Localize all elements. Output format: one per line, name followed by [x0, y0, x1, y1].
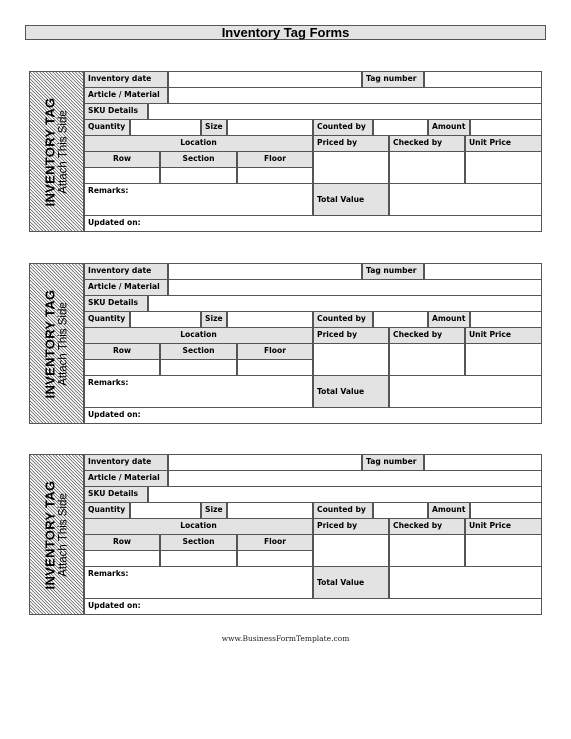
- amount-field[interactable]: [470, 502, 542, 519]
- priced-by-label: Priced by: [313, 518, 389, 535]
- sku-details-field[interactable]: [148, 295, 542, 312]
- remarks-field[interactable]: Remarks:: [84, 566, 313, 599]
- tag-form-grid: [84, 263, 542, 424]
- amount-label: Amount: [428, 311, 470, 328]
- unit-price-field[interactable]: [465, 534, 542, 567]
- side-title: INVENTORY TAG: [42, 289, 58, 399]
- location-header: Location: [84, 135, 313, 152]
- total-value-label: Total Value: [313, 183, 389, 216]
- article-material-label: Article / Material: [84, 279, 168, 296]
- sku-details-label: SKU Details: [84, 486, 148, 503]
- updated-on-field[interactable]: Updated on:: [84, 407, 542, 424]
- amount-label: Amount: [428, 119, 470, 136]
- row-field[interactable]: [84, 359, 160, 376]
- counted-by-label: Counted by: [313, 502, 373, 519]
- tag-number-field[interactable]: [424, 454, 542, 471]
- section-field[interactable]: [160, 550, 237, 567]
- attach-side-text: [44, 481, 71, 590]
- total-value-field[interactable]: [389, 375, 542, 408]
- sku-details-label: SKU Details: [84, 103, 148, 120]
- inventory-date-label: Inventory date: [84, 71, 168, 88]
- quantity-label: Quantity: [84, 311, 130, 328]
- section-field[interactable]: [160, 167, 237, 184]
- floor-field[interactable]: [237, 550, 313, 567]
- total-value-field[interactable]: [389, 566, 542, 599]
- amount-field[interactable]: [470, 311, 542, 328]
- amount-label: Amount: [428, 502, 470, 519]
- tag-number-field[interactable]: [424, 71, 542, 88]
- counted-by-label: Counted by: [313, 311, 373, 328]
- location-header: Location: [84, 518, 313, 535]
- side-title: INVENTORY TAG: [42, 97, 58, 207]
- updated-on-field[interactable]: Updated on:: [84, 598, 542, 615]
- unit-price-field[interactable]: [465, 343, 542, 376]
- section-label: Section: [160, 534, 237, 551]
- checked-by-label: Checked by: [389, 327, 465, 344]
- article-material-field[interactable]: [168, 279, 542, 296]
- total-value-field[interactable]: [389, 183, 542, 216]
- row-field[interactable]: [84, 550, 160, 567]
- inventory-tag-1: [29, 71, 542, 232]
- attach-side-text: [44, 290, 71, 399]
- tag-form-grid: [84, 454, 542, 615]
- side-title: INVENTORY TAG: [42, 480, 58, 590]
- counted-by-field[interactable]: [373, 119, 428, 136]
- size-field[interactable]: [227, 311, 313, 328]
- floor-label: Floor: [237, 534, 313, 551]
- footer-url: www.BusinessFormTemplate.com: [221, 634, 350, 643]
- unit-price-label: Unit Price: [465, 518, 542, 535]
- size-label: Size: [201, 311, 227, 328]
- article-material-label: Article / Material: [84, 87, 168, 104]
- quantity-label: Quantity: [84, 502, 130, 519]
- checked-by-field[interactable]: [389, 534, 465, 567]
- priced-by-field[interactable]: [313, 343, 389, 376]
- floor-field[interactable]: [237, 167, 313, 184]
- floor-label: Floor: [237, 151, 313, 168]
- size-label: Size: [201, 502, 227, 519]
- counted-by-field[interactable]: [373, 502, 428, 519]
- inventory-tag-3: [29, 454, 542, 615]
- size-field[interactable]: [227, 502, 313, 519]
- priced-by-field[interactable]: [313, 534, 389, 567]
- inventory-date-field[interactable]: [168, 71, 362, 88]
- side-subtitle: Attach This Side: [57, 110, 70, 194]
- counted-by-label: Counted by: [313, 119, 373, 136]
- attach-side-panel: [29, 71, 84, 232]
- attach-side-text: [44, 98, 71, 207]
- priced-by-field[interactable]: [313, 151, 389, 184]
- tag-form-grid: [84, 71, 542, 232]
- inventory-date-label: Inventory date: [84, 263, 168, 280]
- row-label: Row: [84, 534, 160, 551]
- quantity-field[interactable]: [130, 311, 201, 328]
- section-label: Section: [160, 343, 237, 360]
- priced-by-label: Priced by: [313, 327, 389, 344]
- inventory-tag-2: [29, 263, 542, 424]
- page-title: Inventory Tag Forms: [25, 25, 546, 40]
- remarks-field[interactable]: Remarks:: [84, 183, 313, 216]
- location-header: Location: [84, 327, 313, 344]
- counted-by-field[interactable]: [373, 311, 428, 328]
- checked-by-field[interactable]: [389, 343, 465, 376]
- size-label: Size: [201, 119, 227, 136]
- checked-by-field[interactable]: [389, 151, 465, 184]
- article-material-field[interactable]: [168, 87, 542, 104]
- side-subtitle: Attach This Side: [57, 302, 70, 386]
- tag-number-label: Tag number: [362, 71, 424, 88]
- size-field[interactable]: [227, 119, 313, 136]
- quantity-label: Quantity: [84, 119, 130, 136]
- checked-by-label: Checked by: [389, 518, 465, 535]
- quantity-field[interactable]: [130, 119, 201, 136]
- row-label: Row: [84, 343, 160, 360]
- inventory-date-field[interactable]: [168, 454, 362, 471]
- sku-details-field[interactable]: [148, 103, 542, 120]
- tag-number-label: Tag number: [362, 454, 424, 471]
- article-material-label: Article / Material: [84, 470, 168, 487]
- quantity-field[interactable]: [130, 502, 201, 519]
- section-field[interactable]: [160, 359, 237, 376]
- checked-by-label: Checked by: [389, 135, 465, 152]
- total-value-label: Total Value: [313, 375, 389, 408]
- priced-by-label: Priced by: [313, 135, 389, 152]
- floor-field[interactable]: [237, 359, 313, 376]
- amount-field[interactable]: [470, 119, 542, 136]
- unit-price-label: Unit Price: [465, 135, 542, 152]
- section-label: Section: [160, 151, 237, 168]
- row-field[interactable]: [84, 167, 160, 184]
- floor-label: Floor: [237, 343, 313, 360]
- updated-on-field[interactable]: Updated on:: [84, 215, 542, 232]
- unit-price-field[interactable]: [465, 151, 542, 184]
- inventory-date-field[interactable]: [168, 263, 362, 280]
- attach-side-panel: [29, 263, 84, 424]
- inventory-date-label: Inventory date: [84, 454, 168, 471]
- row-label: Row: [84, 151, 160, 168]
- sku-details-field[interactable]: [148, 486, 542, 503]
- attach-side-panel: [29, 454, 84, 615]
- total-value-label: Total Value: [313, 566, 389, 599]
- tag-number-label: Tag number: [362, 263, 424, 280]
- side-subtitle: Attach This Side: [57, 493, 70, 577]
- remarks-field[interactable]: Remarks:: [84, 375, 313, 408]
- article-material-field[interactable]: [168, 470, 542, 487]
- tag-number-field[interactable]: [424, 263, 542, 280]
- unit-price-label: Unit Price: [465, 327, 542, 344]
- sku-details-label: SKU Details: [84, 295, 148, 312]
